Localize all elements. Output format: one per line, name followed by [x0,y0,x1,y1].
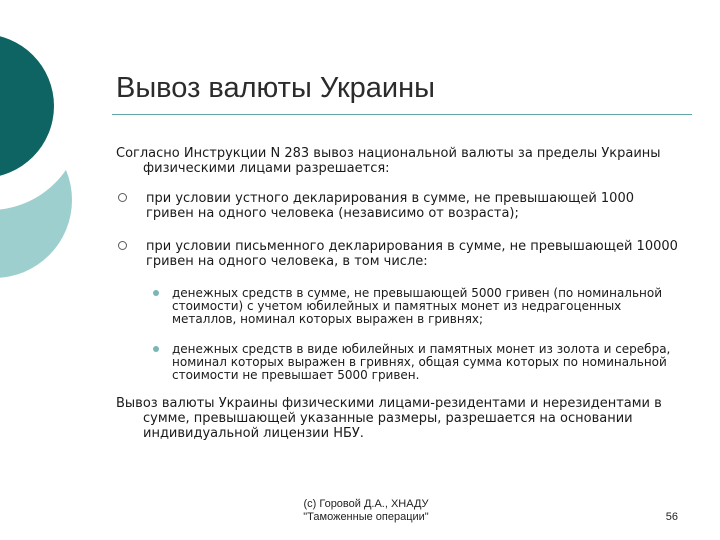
ring-bullet-icon [118,241,127,250]
bullet-item [116,239,684,269]
footer-author: (c) Горовой Д.А., ХНАДУ [303,498,429,510]
intro-paragraph: Согласно Инструкции N 283 вывоз национальной валюты за пределы Украины физическими лицами разрешается: [116,146,661,176]
decorative-circles [0,0,120,300]
page-number: 56 [665,511,678,523]
sub-bullet-item [116,343,684,382]
slide-body [116,146,684,441]
slide-title: Вывоз валюты Украины [116,72,435,104]
bullet-item [116,191,684,221]
sub-bullet-text: денежных средств в сумме, не превышающей 5000 гривен (по номинальной стоимости) с учетом юбилейных и памятных монет из недрагоценных металлов, номинал которых выражен в гривнях; [172,286,663,326]
bullet-text: при условии письменного декларирования в сумме, не превышающей 10000 гривен на одного человека, в том числе: [146,239,678,269]
conclusion-paragraph: Вывоз валюты Украины физическими лицами-резидентами и нерезидентами в сумме, превышающей указанные размеры, разрешается на основании индивидуальной лицензии НБУ. [116,396,662,441]
sub-bullet-item [116,287,684,326]
footer-course: "Таможенные операции" [303,511,429,523]
title-divider [112,114,692,115]
sub-bullet-text: денежных средств в виде юбилейных и памятных монет из золота и серебра, номинал которых выражен в гривнях, общая сумма которых по номинальной стоимости не превышает 5000 гривен. [172,342,671,382]
dot-bullet-icon [153,290,159,296]
ring-bullet-icon [118,193,127,202]
dot-bullet-icon [153,346,159,352]
footer-credit [256,498,476,524]
bullet-text: при условии устного декларирования в сумме, не превышающей 1000 гривен на одного человека (независимо от возраста); [146,191,634,221]
